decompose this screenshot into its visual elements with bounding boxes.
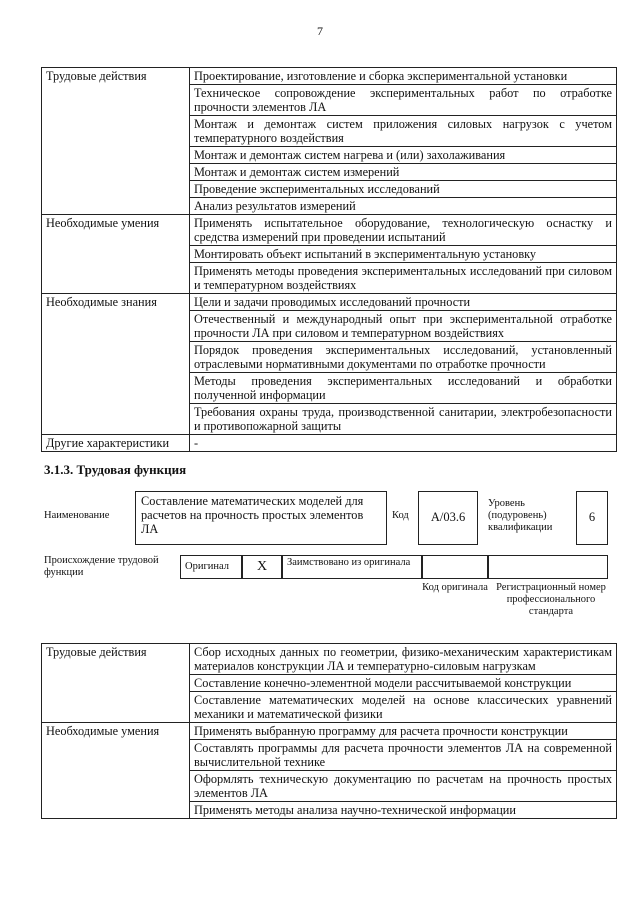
row-value: Анализ результатов измерений (190, 198, 617, 215)
row-group-label: Трудовые действия (42, 644, 190, 723)
row-value: Отечественный и международный опыт при экспериментальной отработке прочности ЛА при силовом и температурном воздействиях (190, 311, 617, 342)
row-value: Монтаж и демонтаж систем измерений (190, 164, 617, 181)
row-value: Применять методы проведения экспериментальных исследований при силовом и температурном воздействиях (190, 263, 617, 294)
row-value: - (190, 435, 617, 452)
table-row (42, 294, 617, 311)
labor-function-table-2 (41, 643, 617, 819)
row-value: Монтаж и демонтаж систем нагрева и (или) захолаживания (190, 147, 617, 164)
table-row (42, 723, 617, 740)
row-value: Проведение экспериментальных исследований (190, 181, 617, 198)
original-code-cell (422, 555, 488, 579)
row-value: Требования охраны труда, производственной санитарии, электробезопасности и противопожарной защиты (190, 404, 617, 435)
level-label: Уровень (подуровень) квалификации (488, 498, 553, 533)
row-group-label: Трудовые действия (42, 68, 190, 215)
row-group-label: Необходимые умения (42, 723, 190, 819)
row-value: Техническое сопровождение экспериментальных работ по отработке прочности элементов ЛА (190, 85, 617, 116)
row-value: Методы проведения экспериментальных исследований и обработки полученной информации (190, 373, 617, 404)
level-value: 6 (576, 491, 608, 545)
section-heading: 3.1.3. Трудовая функция (44, 462, 187, 477)
code-caption: Код оригинала (422, 582, 488, 593)
original-label: Оригинал (180, 555, 242, 579)
name-label: Наименование (44, 510, 110, 521)
row-group-label: Необходимые знания (42, 294, 190, 435)
table-row (42, 68, 617, 85)
row-group-label: Другие характеристики (42, 435, 190, 452)
reg-caption: Регистрационный номер профессионального стандарта (496, 582, 606, 617)
borrowed-label: Заимствовано из оригинала (282, 555, 422, 579)
reg-number-cell (488, 555, 608, 579)
row-group-label: Необходимые умения (42, 215, 190, 294)
table-row (42, 435, 617, 452)
labor-function-table-1 (41, 67, 617, 452)
function-code-value: A/03.6 (418, 491, 478, 545)
table-row (42, 644, 617, 675)
code-label: Код (392, 510, 409, 521)
row-value: Проектирование, изготовление и сборка экспериментальной установки (190, 68, 617, 85)
row-value: Составлять программы для расчета прочности элементов ЛА на современной вычислительной технике (190, 740, 617, 771)
row-value: Оформлять техническую документацию по расчетам на прочность простых элементов ЛА (190, 771, 617, 802)
row-value: Применять выбранную программу для расчета прочности конструкции (190, 723, 617, 740)
function-name-value: Составление математических моделей для расчетов на прочность простых элементов ЛА (135, 491, 387, 545)
row-value: Цели и задачи проводимых исследований прочности (190, 294, 617, 311)
row-value: Применять испытательное оборудование, технологическую оснастку и средства измерений при проведении испытаний (190, 215, 617, 246)
table-row (42, 215, 617, 246)
row-value: Порядок проведения экспериментальных исследований, установленный отраслевыми нормативными документами по отработке прочности (190, 342, 617, 373)
page-number: 7 (317, 24, 323, 38)
row-value: Составление конечно-элементной модели рассчитываемой конструкции (190, 675, 617, 692)
original-mark: X (242, 555, 282, 579)
row-value: Применять методы анализа научно-технической информации (190, 802, 617, 819)
origin-label: Происхождение трудовой функции (44, 555, 159, 578)
row-value: Составление математических моделей на основе классических уравнений механики и математической физики (190, 692, 617, 723)
row-value: Монтаж и демонтаж систем приложения силовых нагрузок с учетом температурного воздействия (190, 116, 617, 147)
row-value: Монтировать объект испытаний в экспериментальную установку (190, 246, 617, 263)
row-value: Сбор исходных данных по геометрии, физико-механическим характеристикам материалов конструкции ЛА и температурно-силовым нагрузкам (190, 644, 617, 675)
